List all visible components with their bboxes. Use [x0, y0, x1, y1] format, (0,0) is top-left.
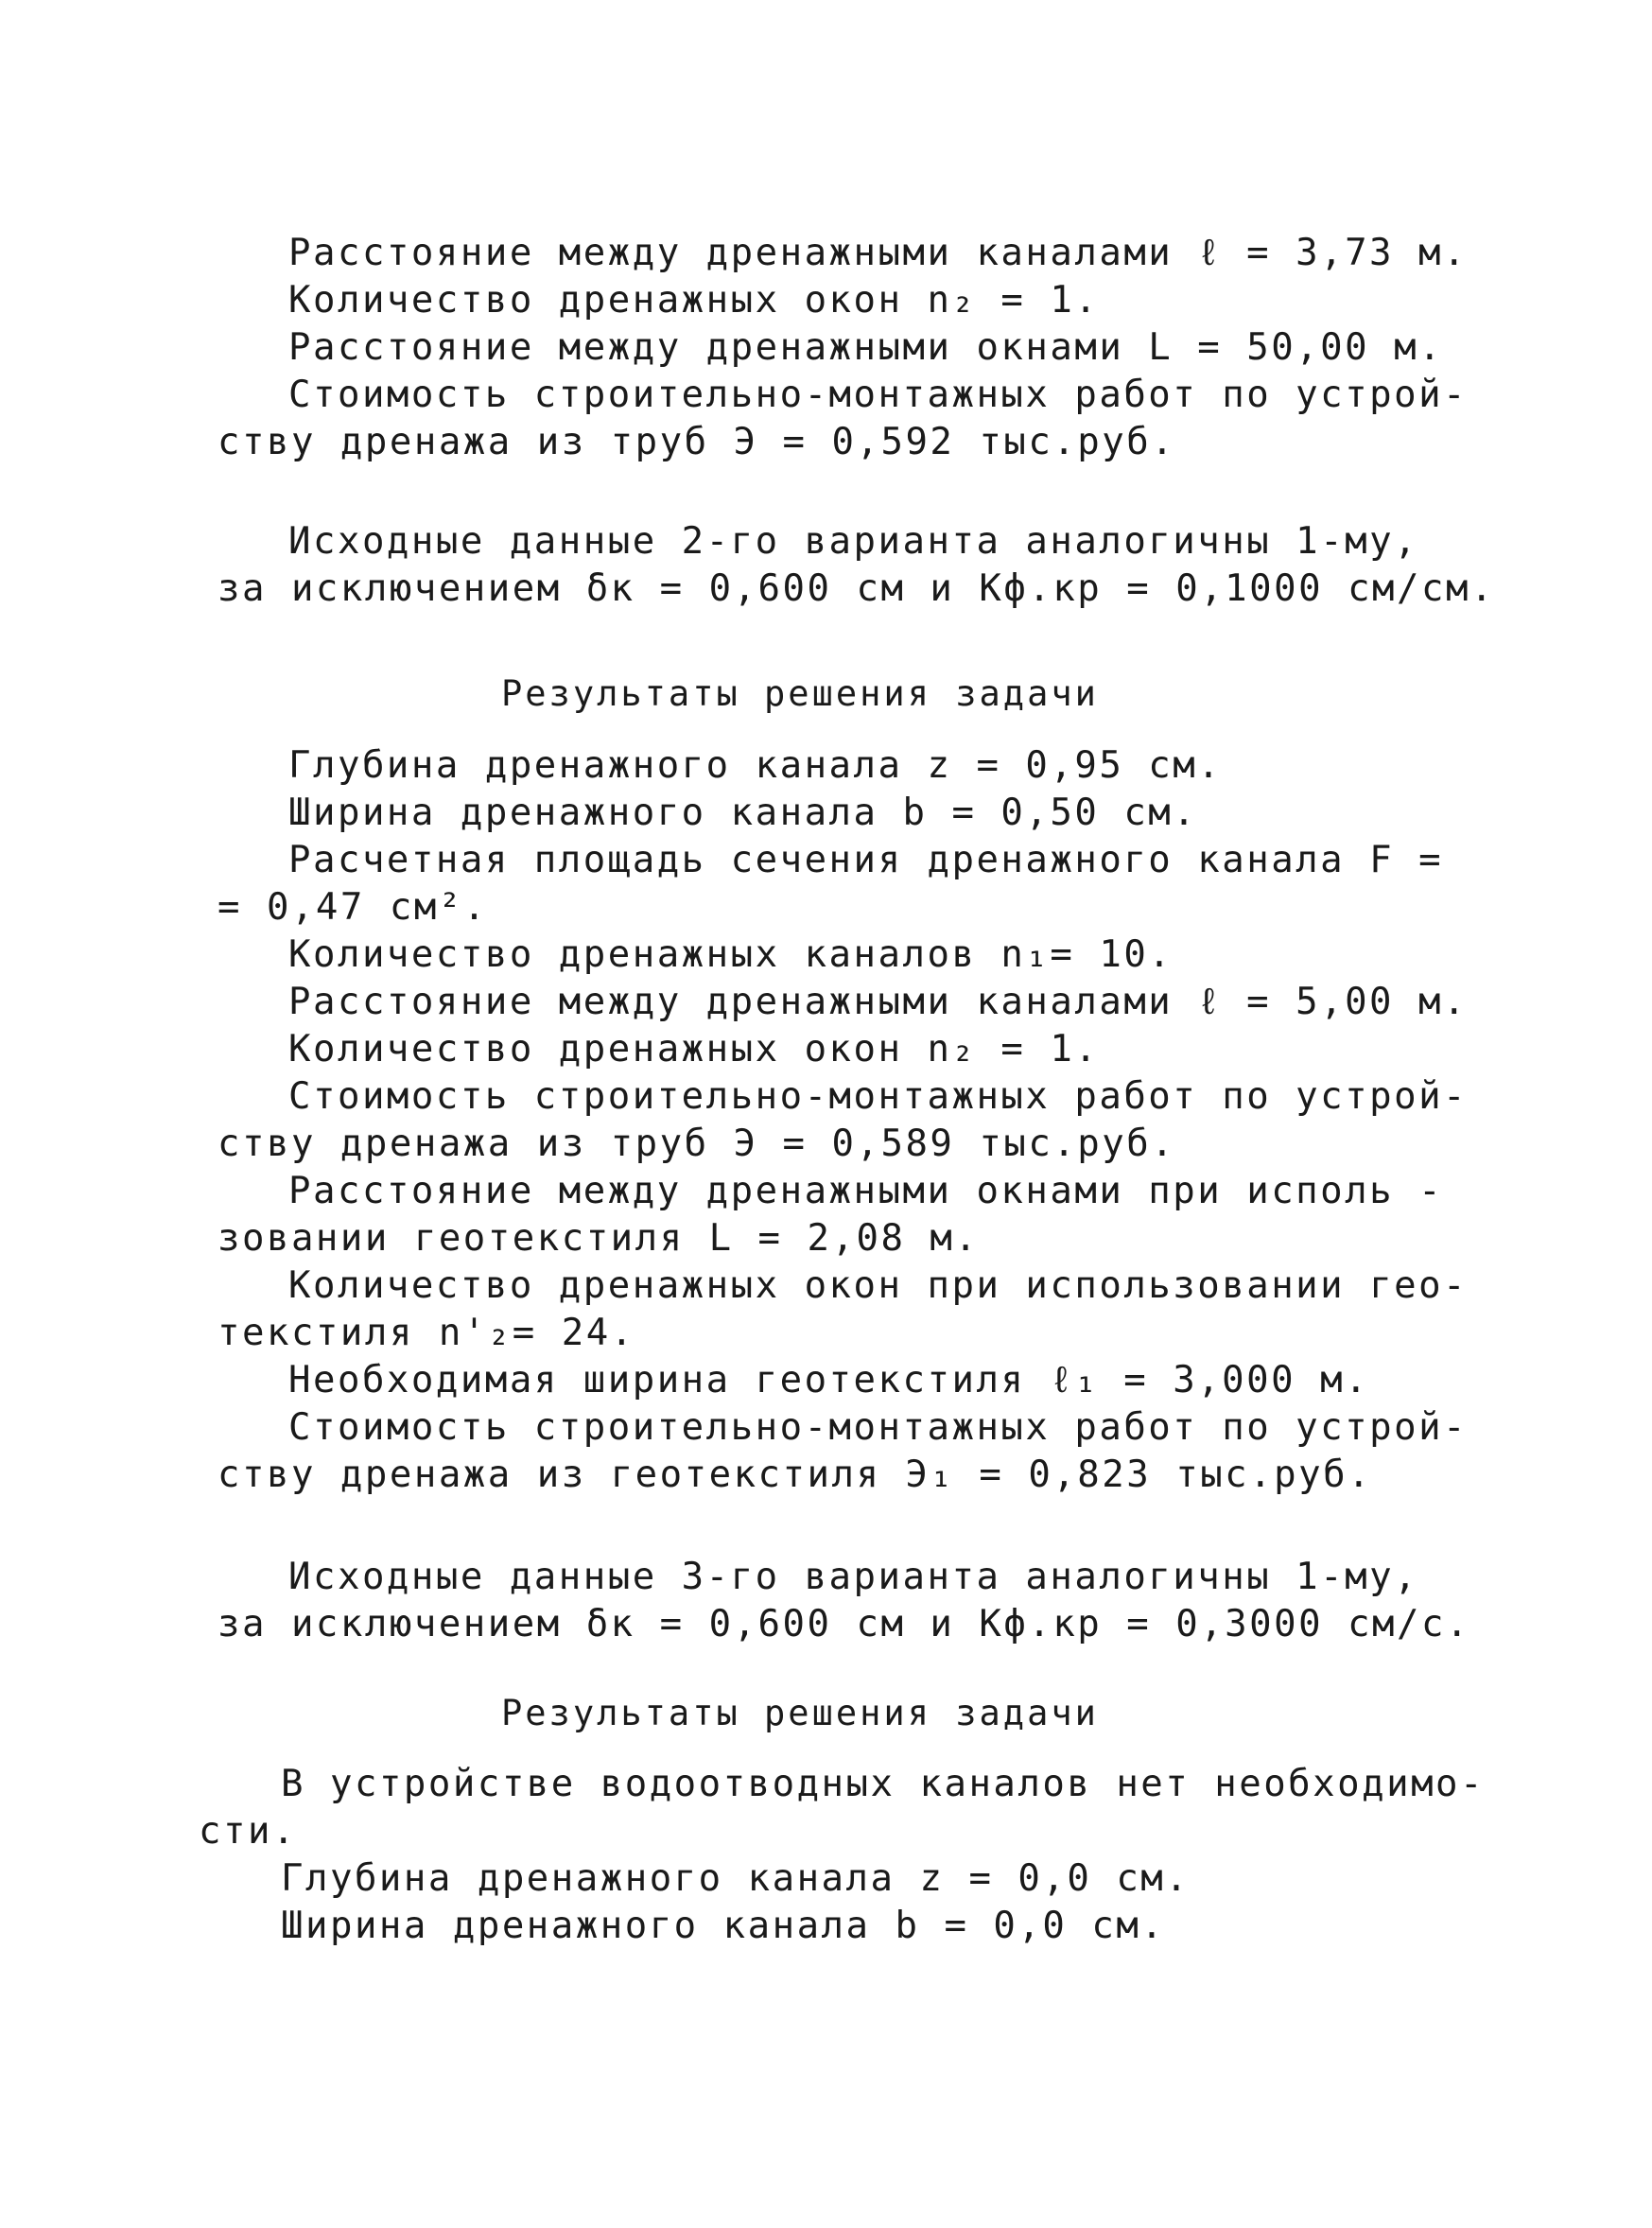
text-line-window-count-2: Количество дренажных окон n₂ = 1.	[288, 1028, 1100, 1070]
section-heading-results-2: Результаты решения задачи	[501, 1693, 1099, 1733]
text-line-channel-depth: Глубина дренажного канала z = 0,95 см.	[288, 744, 1223, 787]
text-line-geotextile-width: Необходимая ширина геотекстиля ℓ₁ = 3,000 м.	[288, 1359, 1370, 1401]
text-line-geotextile-distance-start: Расстояние между дренажными окнами при исполь -	[288, 1170, 1444, 1212]
text-line-cost-start: Стоимость строительно-монтажных работ по устрой-	[288, 374, 1469, 416]
text-line-geotextile-distance-end: зовании геотекстиля L = 2,08 м.	[217, 1217, 980, 1260]
text-line-geotextile-windows-end: текстиля n'₂= 24.	[217, 1312, 635, 1354]
text-line-distance-windows: Расстояние между дренажными окнами L = 50,00 м.	[288, 326, 1444, 369]
text-line-variant3-start: Исходные данные 3-го варианта аналогичны 1-му,	[288, 1556, 1419, 1598]
text-line-cost-geotextile-start: Стоимость строительно-монтажных работ по устрой-	[288, 1406, 1469, 1449]
text-line-channel-count: Количество дренажных каналов n₁= 10.	[288, 933, 1174, 976]
text-line-variant2-start: Исходные данные 2-го варианта аналогичны 1-му,	[288, 520, 1419, 563]
text-line-geotextile-windows-start: Количество дренажных окон при использовании гео-	[288, 1264, 1469, 1307]
text-line-area-start: Расчетная площадь сечения дренажного канала F =	[288, 839, 1444, 881]
text-line-cost-end: ству дренажа из труб Э = 0,592 тыс.руб.	[217, 421, 1176, 463]
text-line-no-need-start: В устройстве водоотводных каналов нет необходимо-	[281, 1763, 1486, 1805]
text-line-window-count: Количество дренажных окон n₂ = 1.	[288, 279, 1100, 322]
text-line-channel-width: Ширина дренажного канала b = 0,50 см.	[288, 792, 1198, 834]
text-line-distance-channels-2: Расстояние между дренажными каналами ℓ = 5,00 м.	[288, 981, 1468, 1023]
text-line-no-need-end: сти.	[199, 1810, 297, 1853]
text-line-cost-pipes-start: Стоимость строительно-монтажных работ по устрой-	[288, 1075, 1469, 1118]
text-line-cost-geotextile-end: ству дренажа из геотекстиля Э₁ = 0,823 тыс.руб.	[217, 1453, 1373, 1496]
text-line-distance-channels: Расстояние между дренажными каналами ℓ = 3,73 м.	[288, 232, 1468, 274]
text-line-channel-width-3: Ширина дренажного канала b = 0,0 см.	[281, 1905, 1166, 1947]
text-line-channel-depth-3: Глубина дренажного канала z = 0,0 см.	[281, 1857, 1191, 1900]
section-heading-results-1: Результаты решения задачи	[501, 673, 1099, 714]
text-line-cost-pipes-end: ству дренажа из труб Э = 0,589 тыс.руб.	[217, 1123, 1176, 1165]
text-line-variant3-end: за исключением δк = 0,600 см и Кф.кр = 0,3000 см/с.	[217, 1603, 1470, 1645]
text-line-area-end: = 0,47 см².	[217, 886, 488, 929]
text-line-variant2-end: за исключением δк = 0,600 см и Кф.кр = 0,1000 см/см.	[217, 567, 1495, 610]
